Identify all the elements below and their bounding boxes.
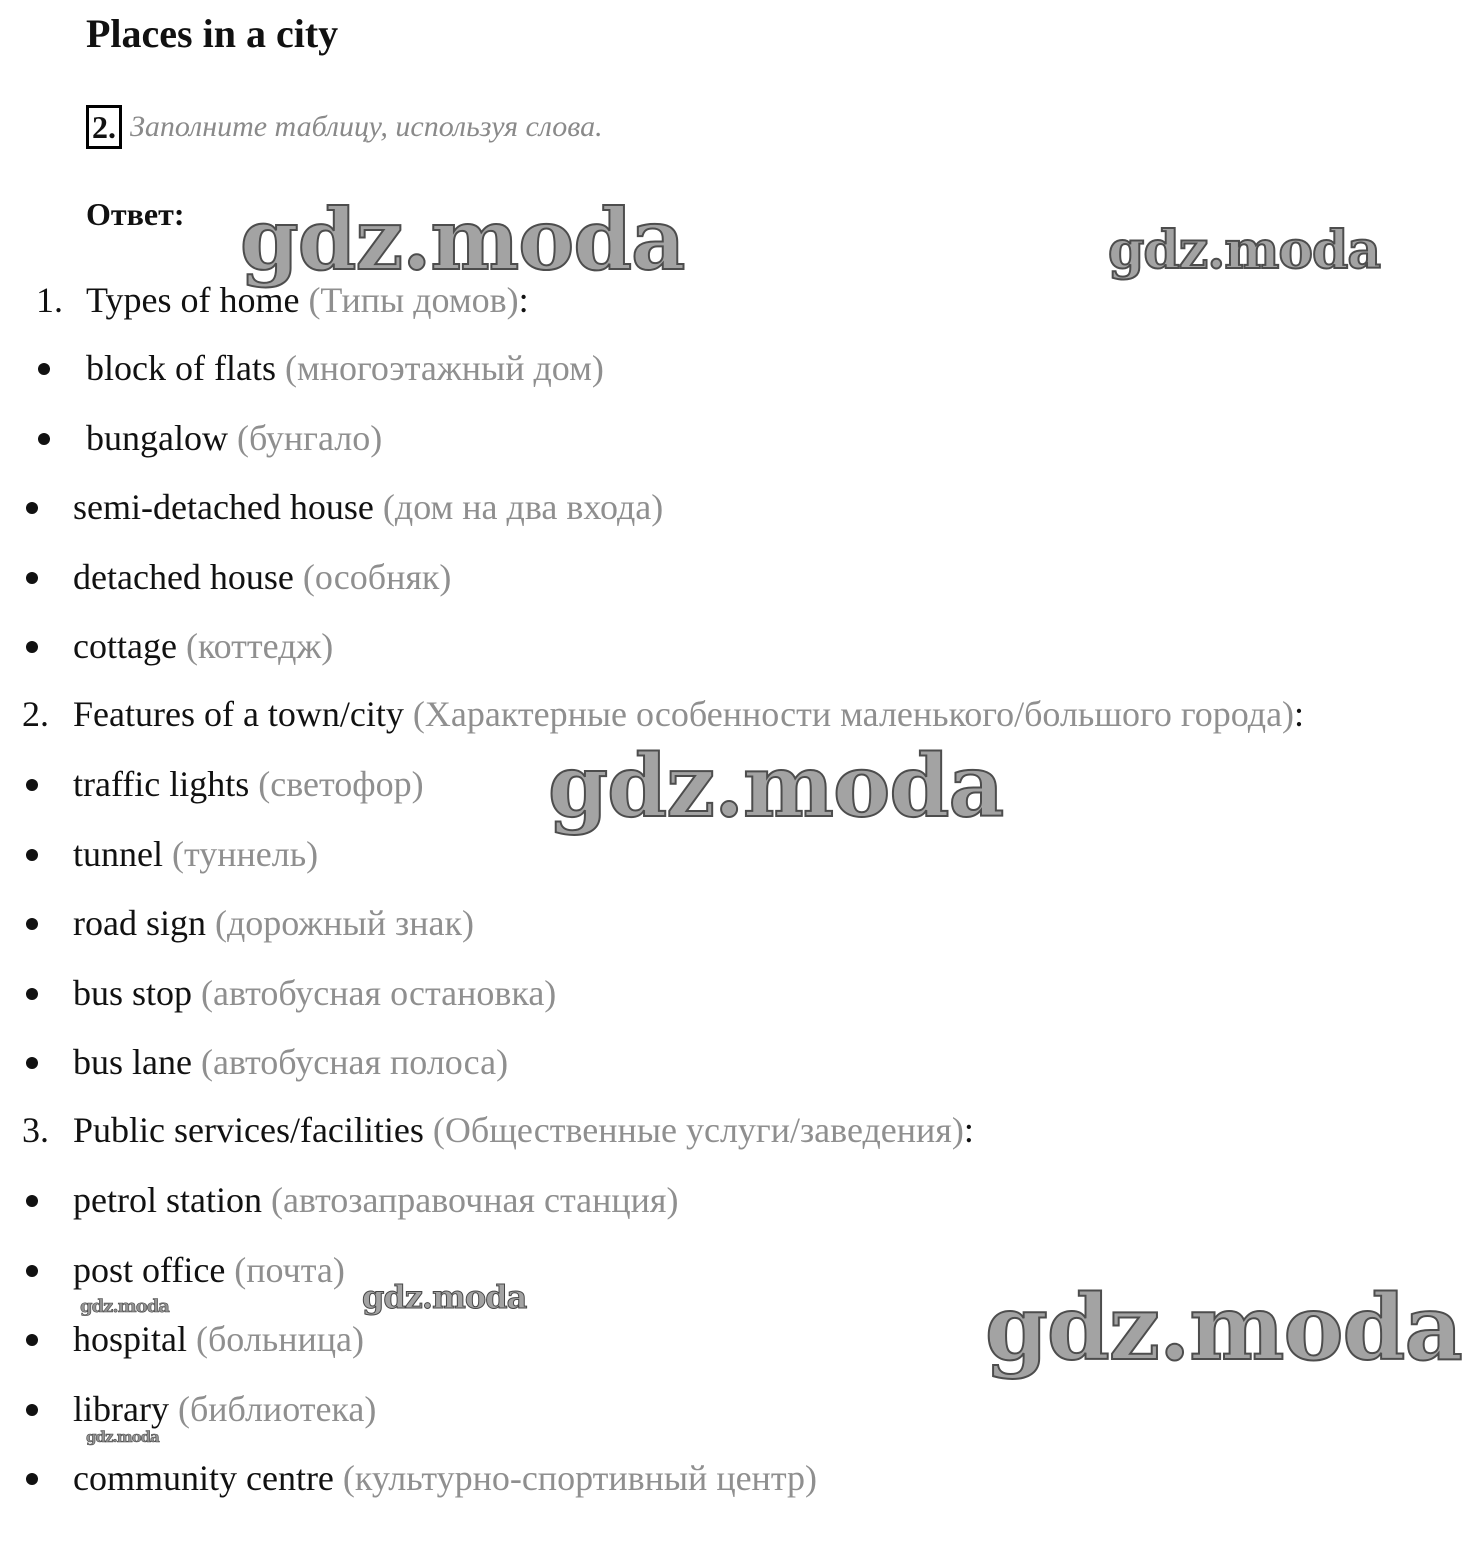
item-en: community centre: [73, 1458, 334, 1498]
item-en: library: [73, 1389, 169, 1429]
item-ru: (дом на два входа): [382, 487, 664, 527]
list-item: [73, 1040, 508, 1084]
watermark: gdz.moda: [362, 1278, 527, 1316]
item-ru: (светофор): [258, 764, 424, 804]
bullet-icon: [26, 779, 38, 791]
list-item: [73, 1456, 817, 1500]
bullet-icon: [26, 502, 38, 514]
bullet-icon: [26, 988, 38, 1000]
list-item: [73, 762, 424, 806]
section-heading-suffix: :: [963, 1110, 974, 1150]
watermark: gdz.moda: [240, 190, 685, 289]
section-heading-suffix: :: [1294, 694, 1305, 734]
item-en: bungalow: [86, 418, 228, 458]
bullet-icon: [26, 1473, 38, 1485]
item-en: cottage: [73, 626, 177, 666]
section-heading-en: Types of home: [86, 280, 300, 320]
section-number: 3.: [22, 1110, 49, 1150]
bullet-icon: [38, 363, 50, 375]
list-item: [73, 832, 318, 876]
list-item: [73, 901, 474, 945]
section-heading-en: Public services/facilities: [73, 1110, 424, 1150]
item-ru: (автозаправочная станция): [270, 1180, 679, 1220]
section-number: 2.: [22, 694, 49, 734]
bullet-icon: [26, 1265, 38, 1277]
watermark: gdz.moda: [1108, 220, 1381, 281]
item-ru: (особняк): [302, 557, 452, 597]
task-instruction: [86, 103, 603, 151]
list-item: [73, 624, 333, 668]
item-en: traffic lights: [73, 764, 250, 804]
bullet-icon: [26, 572, 38, 584]
page-title: Places in a city: [86, 11, 339, 56]
item-ru: (дорожный знак): [214, 903, 474, 943]
item-ru: (бунгало): [236, 418, 383, 458]
item-en: bus lane: [73, 1042, 192, 1082]
section-heading-ru: (Общественные услуги/заведения): [432, 1110, 964, 1150]
answer-label: Ответ:: [86, 196, 185, 232]
item-en: bus stop: [73, 973, 193, 1013]
section-number: 1.: [36, 280, 63, 320]
item-en: semi-detached house: [73, 487, 374, 527]
section-heading: [73, 692, 1304, 736]
list-item: [86, 346, 604, 390]
section-heading: [73, 1108, 974, 1152]
item-en: post office: [73, 1250, 226, 1290]
bullet-icon: [26, 1404, 38, 1416]
list-item: [86, 416, 382, 460]
item-ru: (многоэтажный дом): [284, 348, 604, 388]
watermark: gdz.moda: [548, 736, 1004, 837]
item-ru: (почта): [234, 1250, 345, 1290]
list-item: [73, 1317, 364, 1361]
section-heading-en: Features of a town/city: [73, 694, 404, 734]
item-en: hospital: [73, 1319, 187, 1359]
item-ru: (туннель): [171, 834, 319, 874]
item-ru: (коттедж): [185, 626, 334, 666]
item-ru: (библиотека): [177, 1389, 377, 1429]
bullet-icon: [38, 433, 50, 445]
item-ru: (культурно-спортивный центр): [342, 1458, 817, 1498]
list-item: [73, 971, 556, 1015]
bullet-icon: [26, 849, 38, 861]
list-item: [73, 485, 663, 529]
item-en: tunnel: [73, 834, 163, 874]
item-ru: (автобусная полоса): [200, 1042, 509, 1082]
item-ru: (автобусная остановка): [201, 973, 557, 1013]
watermark: gdz.moda: [86, 1428, 159, 1446]
item-en: petrol station: [73, 1180, 262, 1220]
list-item: [73, 1178, 678, 1222]
section-heading-ru: (Характерные особенности маленького/большого города): [412, 694, 1295, 734]
item-en: road sign: [73, 903, 206, 943]
watermark: gdz.moda: [80, 1296, 169, 1317]
bullet-icon: [26, 641, 38, 653]
bullet-icon: [26, 1334, 38, 1346]
bullet-icon: [26, 1195, 38, 1207]
bullet-icon: [26, 918, 38, 930]
task-number: 2.: [86, 105, 122, 149]
list-item: [73, 555, 451, 599]
item-en: block of flats: [86, 348, 276, 388]
bullet-icon: [26, 1057, 38, 1069]
item-en: detached house: [73, 557, 294, 597]
item-ru: (больница): [196, 1319, 364, 1359]
section-heading-suffix: :: [518, 280, 529, 320]
list-item: [73, 1248, 345, 1292]
section-heading-ru: (Типы домов): [308, 280, 519, 320]
list-item: [73, 1387, 376, 1431]
watermark: gdz.moda: [985, 1275, 1462, 1381]
task-text: Заполните таблицу, используя слова.: [130, 110, 603, 143]
